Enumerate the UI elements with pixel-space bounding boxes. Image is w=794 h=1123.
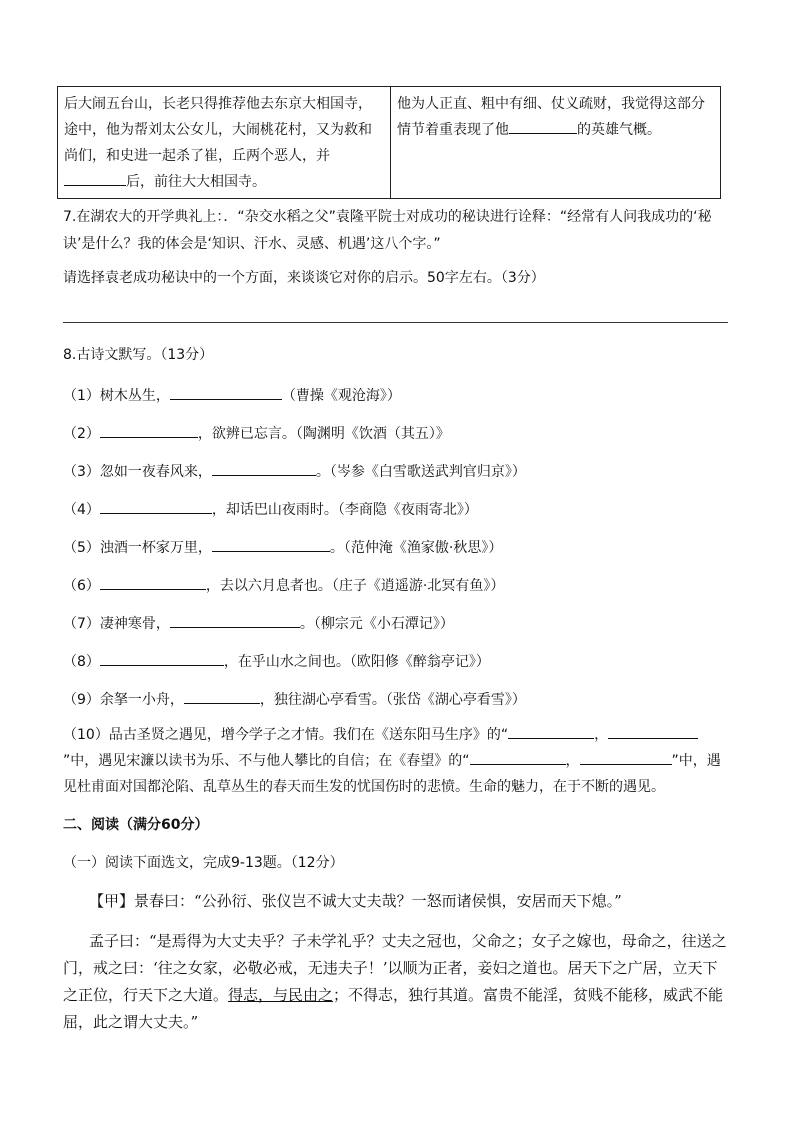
answer-line[interactable]: [63, 322, 728, 323]
passage-underlined-text: 得志，与民由之: [228, 986, 334, 1004]
poem-item-pre: （3）忽如一夜春风来，: [63, 464, 212, 480]
poem-item-7: [63, 611, 454, 634]
fill-blank[interactable]: [509, 117, 577, 134]
poem-item-text: ，: [594, 727, 609, 743]
passage-text: ；不得志，独行其道。富贵不能淫，贫贱不能移，威武不能屈，此之谓大丈夫。”: [63, 986, 724, 1031]
fill-blank[interactable]: [64, 169, 126, 186]
table-left-text-end: 后，前往大大相国寺。: [126, 174, 266, 190]
poem-item-post: ，却话巴山夜雨时。（李商隐《夜雨寄北》）: [211, 502, 478, 518]
poem-item-pre: （4）: [63, 502, 100, 518]
passage-mengzi: [63, 928, 729, 1036]
poem-item-6: [63, 573, 504, 596]
fill-blank[interactable]: [100, 421, 198, 438]
poem-item-10: [63, 722, 731, 800]
poem-item-5: [63, 535, 502, 558]
poem-item-pre: （9）余拏一小舟，: [63, 692, 184, 708]
fill-blank[interactable]: [470, 748, 566, 765]
poem-item-8: [63, 649, 490, 672]
poem-item-3: [63, 459, 526, 482]
poem-item-1: [63, 383, 401, 406]
question-8-title: 8.古诗文默写。（13分）: [63, 347, 214, 363]
poem-item-post: 。（岑参《白雪歌送武判官归京》）: [315, 464, 526, 480]
passage-jia: 【甲】景春曰：“公孙衍、张仪岂不诚大丈夫哉？一怒而诸侯惧，安居而天下熄。”: [89, 892, 622, 910]
section-2-subtitle: （一）阅读下面选文，完成9-13题。（12分）: [63, 855, 344, 871]
fill-blank[interactable]: [170, 611, 300, 628]
fill-blank[interactable]: [100, 649, 224, 666]
poem-item-post: ，去以六月息者也。（庄子《逍遥游·北冥有鱼》）: [205, 578, 505, 594]
fill-blank[interactable]: [184, 687, 260, 704]
poem-item-post: 。（范仲淹《渔家傲·秋思》）: [329, 540, 503, 556]
poem-item-pre: （5）浊酒一杯家万里，: [63, 540, 212, 556]
poem-item-text: （10）品古圣贤之遇见，增今学子之才情。我们在《送东阳马生序》的“: [63, 727, 509, 743]
poem-item-pre: （8）: [63, 654, 100, 670]
poem-item-pre: （7）凄神寒骨，: [63, 616, 170, 632]
table-left-text: 后大闹五台山，长老只得推荐他去东京大相国寺，途中，他为帮刘太公女儿，大闹桃花村，又为救和尚们，和史进一起杀了崔，丘两个恶人，并: [64, 96, 372, 164]
summary-table: [57, 86, 721, 199]
poem-item-post: ，在乎山水之间也。（欧阳修《醉翁亭记》）: [223, 654, 490, 670]
question-7-prompt: 请选择袁老成功秘诀中的一个方面，来谈谈它对你的启示。50字左右。（3分）: [63, 270, 545, 286]
fill-blank[interactable]: [580, 748, 672, 765]
fill-blank[interactable]: [212, 459, 316, 476]
poem-item-post: ，独往湖心亭看雪。（张岱《湖心亭看雪》）: [259, 692, 526, 708]
poem-item-2: [63, 421, 450, 444]
poem-item-pre: （6）: [63, 578, 100, 594]
poem-item-post: ，欲辨已忘言。（陶渊明《饮酒（其五）》: [197, 426, 450, 442]
poem-item-text: ”中，遇见杜甫面对国都沦陷、乱草丛生的春天而生发的忧国伤时的悲愤。生命的魅力，在于不断的遇见。: [63, 753, 721, 795]
fill-blank[interactable]: [508, 722, 594, 739]
fill-blank[interactable]: [608, 722, 698, 739]
poem-item-pre: （1）树木丛生，: [63, 388, 170, 404]
table-right-text: 他为人正直、粗中有细、仗义疏财，我觉得这部分情节着重表现了他: [397, 96, 705, 138]
poem-item-9: [63, 687, 526, 710]
poem-item-text: ”中，遇见宋濂以读书为乐、不与他人攀比的自信；在《春望》的“: [63, 753, 470, 769]
passage-text: 孟子曰：“是焉得为大丈夫乎？子未学礼乎？丈夫之冠也，父命之；女子之嫁也，母命之，往送之门，戒之曰：‘往之女家，必敬必戒，无违夫子！’以顺为正者，妾妇之道也。居天下之广居，立天下之正位，行天下之大道。: [63, 932, 727, 1004]
fill-blank[interactable]: [100, 497, 212, 514]
poem-item-post: （曹操《观沧海》）: [281, 388, 401, 404]
table-right-text-end: 的英雄气概。: [577, 122, 661, 138]
fill-blank[interactable]: [100, 573, 206, 590]
poem-item-4: [63, 497, 478, 520]
question-7: 7.在湖农大的开学典礼上：．“杂交水稻之父”袁隆平院士对成功的秘诀进行诠释：“经常有人问我成功的‘秘诀’是什么？我的体会是‘知识、汗水、灵感、机遇’这八个字。”: [63, 209, 712, 252]
poem-item-text: ，: [565, 753, 580, 769]
fill-blank[interactable]: [212, 535, 330, 552]
table-cell-left: [58, 87, 391, 198]
table-cell-right: [391, 87, 720, 198]
section-2-title: 二、阅读（满分60分）: [63, 817, 209, 833]
poem-item-pre: （2）: [63, 426, 100, 442]
fill-blank[interactable]: [170, 383, 282, 400]
poem-item-post: 。（柳宗元《小石潭记》）: [299, 616, 454, 632]
